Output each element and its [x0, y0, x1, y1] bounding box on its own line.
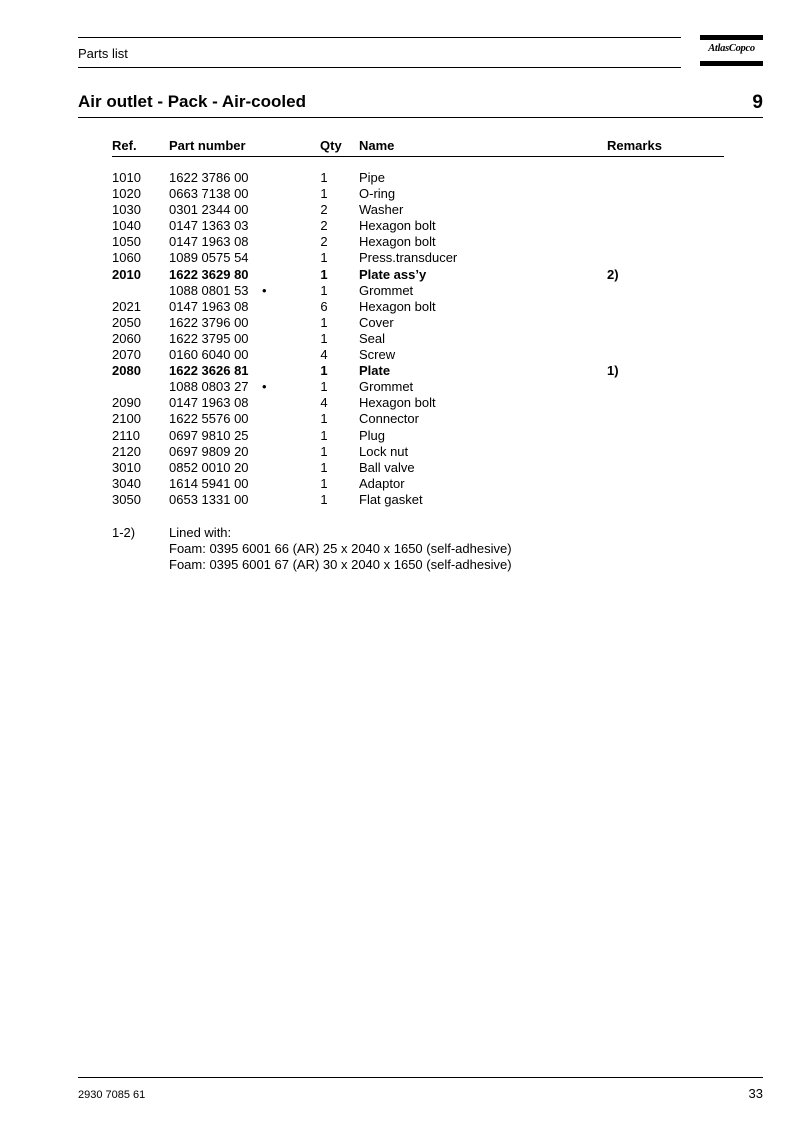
cell-name: Plug — [359, 427, 386, 443]
table-row — [112, 347, 724, 363]
cell-part-number: 1622 3795 00 — [169, 330, 249, 346]
table-row — [112, 267, 724, 283]
cell-part-number: 0697 9810 25 — [169, 427, 249, 443]
cell-qty: 1 — [320, 443, 328, 459]
cell-ref: 2060 — [112, 330, 141, 346]
table-row — [112, 395, 724, 411]
cell-name: Plate ass’y — [359, 266, 427, 282]
table-row — [112, 411, 724, 427]
cell-part-number: 0160 6040 00 — [169, 347, 249, 363]
cell-ref: 2010 — [112, 266, 141, 282]
cell-qty: 1 — [320, 314, 328, 330]
footnote-line: Foam: 0395 6001 67 (AR) 30 x 2040 x 1650 (self-adhesive) — [169, 557, 512, 573]
cell-ref: 1060 — [112, 250, 141, 266]
cell-name: Hexagon bolt — [359, 218, 436, 234]
cell-part-number: 1622 3786 00 — [169, 170, 249, 185]
footer-rule — [78, 1077, 763, 1078]
cell-ref: 1020 — [112, 186, 141, 202]
cell-qty: 1 — [320, 411, 328, 427]
cell-qty: 1 — [320, 250, 328, 266]
cell-qty: 2 — [320, 218, 328, 234]
header-ref: Ref. — [112, 138, 137, 153]
table-row — [112, 234, 724, 250]
cell-part-number: 0852 0010 20 — [169, 459, 249, 475]
atlas-copco-logo — [700, 35, 763, 67]
table-row — [112, 379, 724, 395]
page-title: Air outlet - Pack - Air-cooled — [78, 92, 306, 111]
cell-name: Adaptor — [359, 475, 405, 491]
cell-ref: 1050 — [112, 234, 141, 250]
cell-remarks: 1) — [607, 363, 619, 379]
cell-ref: 2070 — [112, 347, 141, 363]
cell-ref: 2090 — [112, 395, 141, 411]
page-number: 33 — [748, 1086, 763, 1101]
table-row — [112, 186, 724, 202]
cell-ref: 3010 — [112, 459, 141, 475]
cell-part-number: 0147 1363 03 — [169, 218, 249, 234]
cell-qty: 2 — [320, 234, 328, 250]
cell-part-number: 0147 1963 08 — [169, 234, 249, 250]
cell-name: Plate — [359, 363, 391, 379]
footnote-line: Foam: 0395 6001 66 (AR) 25 x 2040 x 1650 (self-adhesive) — [169, 541, 512, 557]
header-part-number: Part number — [169, 138, 246, 153]
title-rule — [78, 117, 763, 118]
logo-bottom-bar — [700, 61, 763, 66]
cell-name: Seal — [359, 330, 386, 346]
cell-qty: 4 — [320, 395, 328, 411]
cell-part-number: 1622 3629 80 — [169, 266, 249, 282]
footnote-line: Lined with: — [169, 525, 232, 540]
table-row — [112, 299, 724, 315]
cell-part-number: 1614 5941 00 — [169, 475, 249, 491]
document-number: 2930 7085 61 — [78, 1089, 146, 1101]
table-header — [112, 138, 724, 157]
cell-ref: 2110 — [112, 427, 140, 443]
header-remarks: Remarks — [607, 138, 662, 153]
parts-table — [112, 138, 724, 508]
cell-ref: 2100 — [112, 411, 141, 427]
cell-qty: 4 — [320, 347, 328, 363]
cell-qty: 1 — [320, 475, 328, 491]
cell-ref: 2120 — [112, 443, 141, 459]
cell-remarks: 2) — [607, 266, 619, 282]
cell-qty: 1 — [320, 266, 328, 282]
cell-part-number: 0147 1963 08 — [169, 395, 249, 411]
header-qty: Qty — [320, 138, 342, 153]
cell-ref: 2080 — [112, 363, 141, 379]
cell-ref: 3040 — [112, 475, 141, 491]
table-row — [112, 218, 724, 234]
header-top-rule — [78, 37, 681, 38]
cell-ref: 3050 — [112, 491, 141, 507]
cell-qty: 1 — [320, 330, 328, 346]
cell-part-number: 1622 3796 00 — [169, 314, 249, 330]
section-number: 9 — [752, 92, 763, 113]
cell-name: Flat gasket — [359, 491, 423, 507]
cell-part-number: 0653 1331 00 — [169, 491, 249, 507]
table-row — [112, 460, 724, 476]
cell-name: Hexagon bolt — [359, 234, 436, 250]
table-row — [112, 283, 724, 299]
header-name: Name — [359, 138, 395, 153]
cell-name: Screw — [359, 347, 396, 363]
cell-qty: 1 — [320, 427, 328, 443]
logo-text: AtlasCopco — [708, 43, 755, 54]
cell-part-number: 0147 1963 08 — [169, 298, 249, 314]
cell-qty: 1 — [320, 459, 328, 475]
cell-name: Grommet — [359, 379, 414, 395]
cell-ref: 2050 — [112, 314, 141, 330]
cell-qty: 6 — [320, 298, 328, 314]
cell-qty: 2 — [320, 202, 328, 218]
header-label: Parts list — [78, 46, 128, 61]
table-row — [112, 315, 724, 331]
table-row — [112, 170, 724, 186]
cell-ref: 1040 — [112, 218, 141, 234]
cell-mark: • — [262, 282, 267, 298]
cell-ref: 2021 — [112, 298, 141, 314]
cell-name: Hexagon bolt — [359, 395, 436, 411]
header-bottom-rule — [78, 67, 681, 68]
footnote-ref: 1-2) — [112, 525, 136, 540]
cell-part-number: 1622 5576 00 — [169, 411, 249, 427]
cell-name: Pipe — [359, 170, 386, 185]
table-row — [112, 202, 724, 218]
cell-part-number: 1089 0575 54 — [169, 250, 249, 266]
cell-part-number: 1088 0801 53 — [169, 282, 249, 298]
cell-part-number: 1622 3626 81 — [169, 363, 249, 379]
table-row — [112, 476, 724, 492]
table-row — [112, 331, 724, 347]
table-body — [112, 170, 724, 508]
cell-qty: 1 — [320, 186, 328, 202]
logo-top-bar — [700, 35, 763, 40]
table-row — [112, 250, 724, 266]
cell-ref: 1010 — [112, 170, 141, 185]
cell-name: Connector — [359, 411, 419, 427]
cell-part-number: 1088 0803 27 — [169, 379, 249, 395]
table-row — [112, 444, 724, 460]
cell-qty: 1 — [320, 282, 328, 298]
table-row — [112, 492, 724, 508]
cell-name: O-ring — [359, 186, 396, 202]
cell-name: Ball valve — [359, 459, 415, 475]
cell-qty: 1 — [320, 363, 328, 379]
cell-name: Washer — [359, 202, 404, 218]
cell-name: Grommet — [359, 282, 414, 298]
cell-qty: 1 — [320, 491, 328, 507]
cell-part-number: 0697 9809 20 — [169, 443, 249, 459]
cell-part-number: 0663 7138 00 — [169, 186, 249, 202]
cell-qty: 1 — [320, 170, 328, 185]
cell-name: Lock nut — [359, 443, 409, 459]
cell-part-number: 0301 2344 00 — [169, 202, 249, 218]
cell-qty: 1 — [320, 379, 328, 395]
cell-name: Press.transducer — [359, 250, 458, 266]
cell-mark: • — [262, 379, 267, 395]
cell-name: Cover — [359, 314, 394, 330]
cell-name: Hexagon bolt — [359, 298, 436, 314]
cell-ref: 1030 — [112, 202, 141, 218]
table-row — [112, 363, 724, 379]
table-row — [112, 428, 724, 444]
